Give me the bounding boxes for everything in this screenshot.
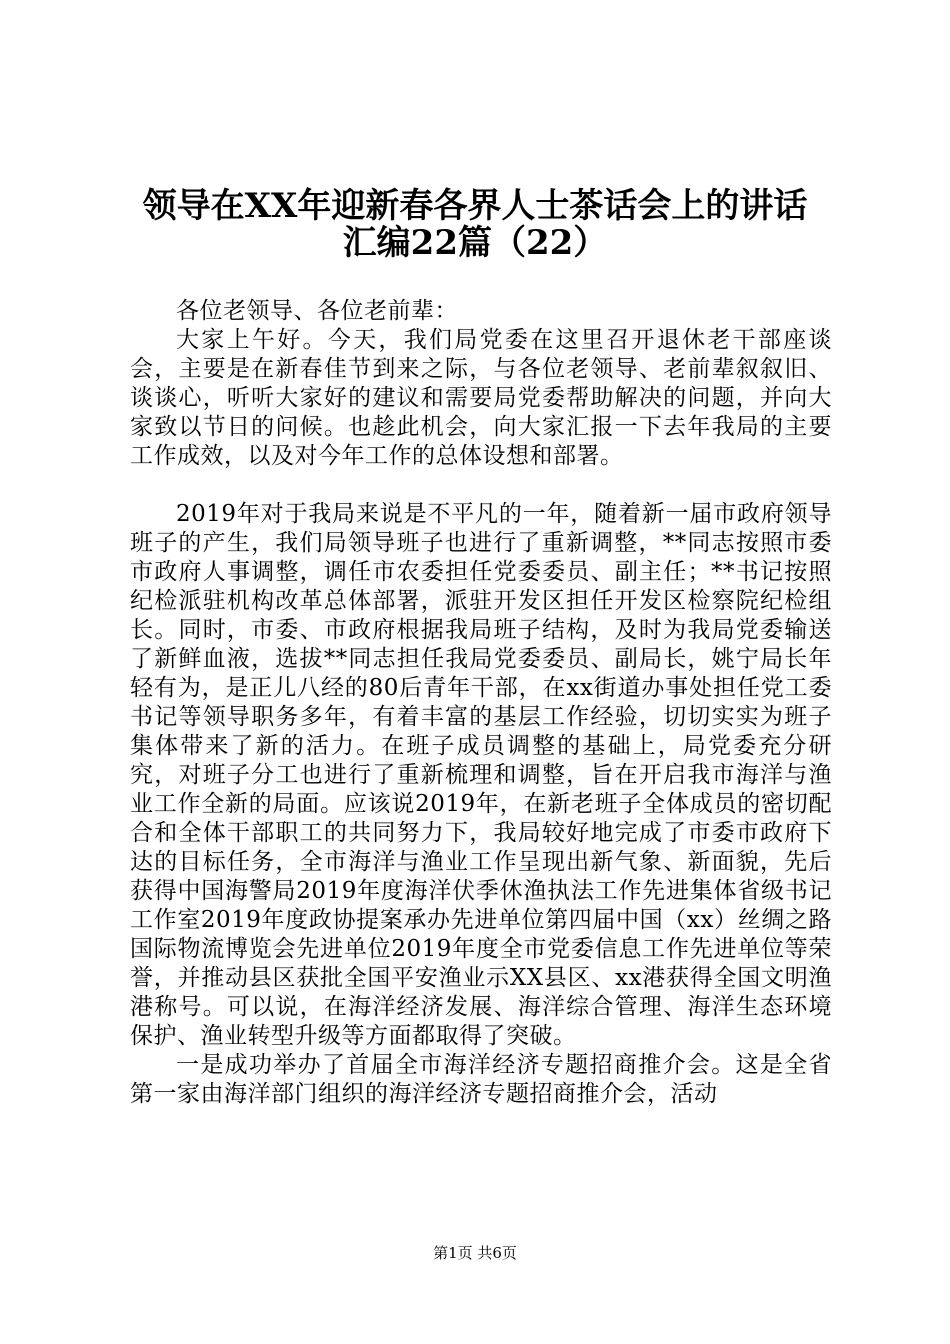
- document-title-line-1: 领导在XX年迎新春各界人士茶话会上的讲话: [142, 186, 808, 226]
- paragraph-2019-review: 2019年对于我局来说是不平凡的一年，随着新一届市政府领导班子的产生，我们局领导班子也进行了重新调整，**同志按照市委市政府人事调整，调任市农委担任党委委员、副主任；**书记按照纪检派驻机构改革总体部署，派驻开发区担任开发区检察院纪检组长。同时，市委、市政府根据我局班子结构，及时为我局党委输送了新鲜血液，选拔**同志担任我局党委委员、副局长，姚宁局长年轻有为，是正儿八经的80后青年干部，在xx街道办事处担任党工委书记等领导职务多年，有着丰富的基层工作经验，切切实实为班子集体带来了新的活力。在班子成员调整的基础上，局党委充分研究，对班子分工也进行了重新梳理和调整，旨在开启我市海洋与渔业工作全新的局面。应该说2019年，在新老班子全体成员的密切配合和全体干部职工的共同努力下，我局较好地完成了市委市政府下达的目标任务，全市海洋与渔业工作呈现出新气象、新面貌，先后获得中国海警局2019年度海洋伏季休渔执法工作先进集体省级书记工作室2019年度政协提案承办先进单位第四届中国（xx）丝绸之路国际物流博览会先进单位2019年度全市党委信息工作先进单位等荣誉，并推动县区获批全国平安渔业示XX县区、xx港获得全国文明渔港称号。可以说，在海洋经济发展、海洋综合管理、海洋生态环境保护、渔业转型升级等方面都取得了突破。: [130, 501, 832, 1049]
- paragraph-first-point: 一是成功举办了首届全市海洋经济专题招商推介会。这是全省第一家由海洋部门组织的海洋经济专题招商推介会，活动: [130, 1052, 832, 1107]
- salutation: 各位老领导、各位老前辈：: [176, 298, 458, 324]
- paragraph-greeting: 大家上午好。今天，我们局党委在这里召开退休老干部座谈会，主要是在新春佳节到来之际，与各位老领导、老前辈叙叙旧、谈谈心，听听大家好的建议和需要局党委帮助解决的问题，并向大家致以节日的问候。也趁此机会，向大家汇报一下去年我局的主要工作成效，以及对今年工作的总体设想和部署。: [130, 327, 832, 469]
- document-title-line-2: 汇编22篇（22）: [342, 223, 608, 263]
- page-number: 第1页 共6页: [433, 1244, 517, 1262]
- document-body: [130, 297, 832, 1109]
